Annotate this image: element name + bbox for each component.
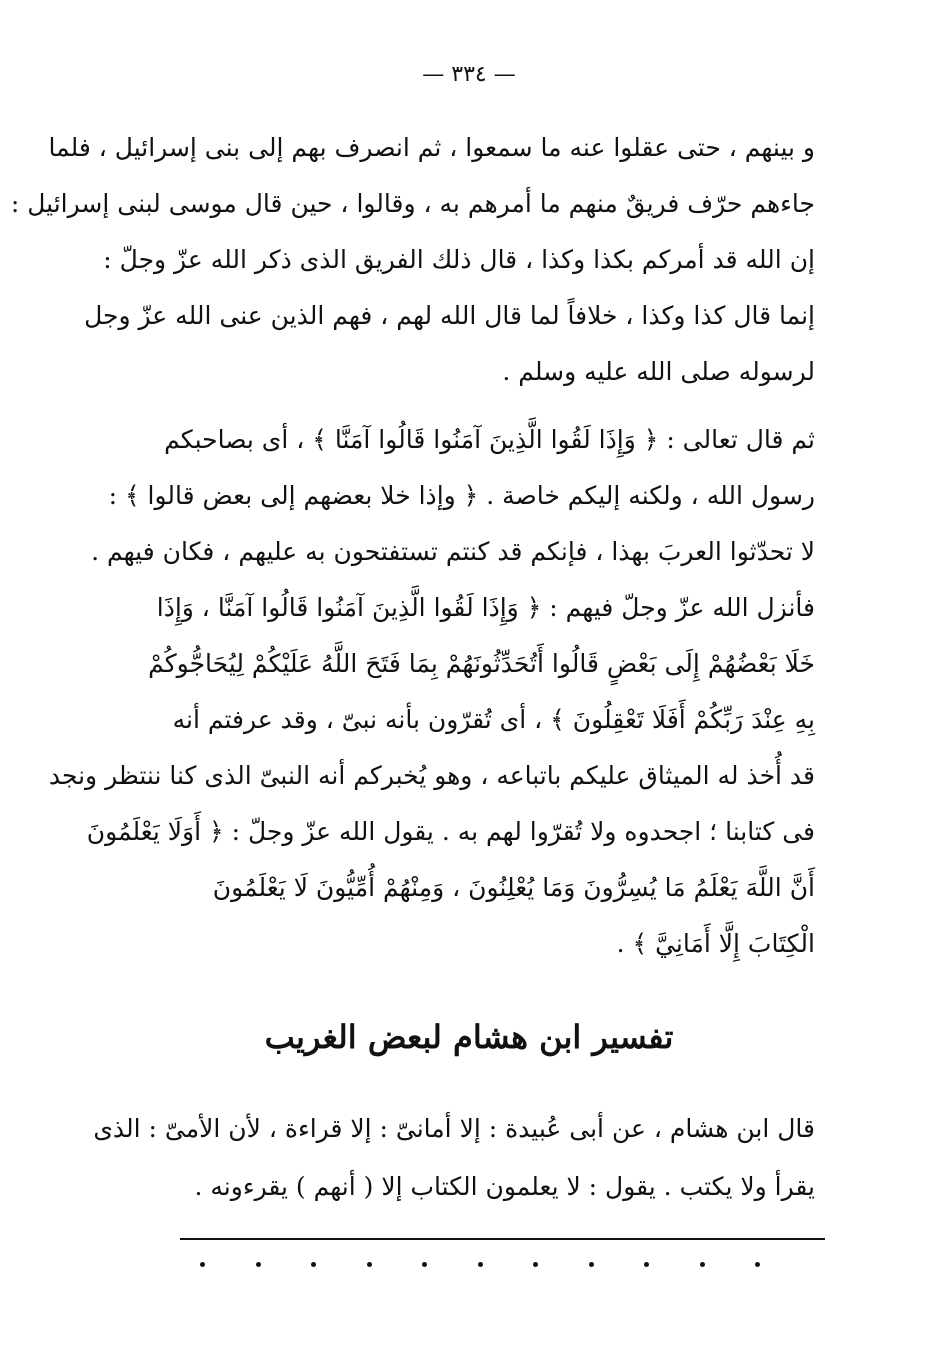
dot-ornament (367, 1262, 372, 1267)
text-line: خَلَا بَعْضُهُمْ إِلَى بَعْضٍ قَالُوا أَتُحَدِّثُونَهُمْ بِمَا فَتَحَ اللَّهُ عَلَيْكُمْ لِيُحَاجُّوكُمْ (148, 649, 815, 678)
text-line: بِهِ عِنْدَ رَبِّكُمْ أَفَلَا تَعْقِلُونَ ﴾ ، أى تُقرّون بأنه نبىّ ، وقد عرفتم أنه (172, 705, 815, 734)
dot-ornament (478, 1262, 483, 1267)
dot-ornament (533, 1262, 538, 1267)
section-heading: تفسير ابن هشام لبعض الغريب (264, 1018, 674, 1056)
paragraph-3 (93, 1100, 815, 1216)
text-line: يقرأ ولا يكتب . يقول : لا يعلمون الكتاب إلا ( أنهم ) يقرءونه . (194, 1172, 815, 1201)
text-line: أَنَّ اللَّهَ يَعْلَمُ مَا يُسِرُّونَ وَمَا يُعْلِنُونَ ، وَمِنْهُمْ أُمِّيُّونَ لَا يَعْلَمُونَ (212, 873, 815, 902)
text-line: إنما قال كذا وكذا ، خلافاً لما قال الله لهم ، فهم الذين عنى الله عزّ وجل (84, 301, 815, 330)
dot-ornament (700, 1262, 705, 1267)
text-line: لرسوله صلى الله عليه وسلم . (502, 357, 815, 386)
dot-ornament (311, 1262, 316, 1267)
dot-ornament (755, 1262, 760, 1267)
dot-ornament (589, 1262, 594, 1267)
text-line: قد أُخذ له الميثاق عليكم باتباعه ، وهو يُخبركم أنه النبىّ الذى كنا ننتظر ونجد (48, 761, 815, 790)
dot-ornament (200, 1262, 205, 1267)
text-line: ثم قال تعالى : ﴿ وَإِذَا لَقُوا الَّذِينَ آمَنُوا قَالُوا آمَنَّا ﴾ ، أى بصاحبكم (164, 425, 815, 454)
dot-ornament (422, 1262, 427, 1267)
dot-ornament (256, 1262, 261, 1267)
horizontal-rule (180, 1238, 825, 1240)
paragraph-1 (10, 120, 815, 400)
text-line: الْكِتَابَ إِلَّا أَمَانِيَّ ﴾ . (616, 929, 815, 958)
dot-ornament (644, 1262, 649, 1267)
text-line: فى كتابنا ؛ اجحدوه ولا تُقرّوا لهم به . يقول الله عزّ وجلّ : ﴿ أَوَلَا يَعْلَمُونَ (86, 817, 815, 846)
text-line: و بينهم ، حتى عقلوا عنه ما سمعوا ، ثم انصرف بهم إلى بنى إسرائيل ، فلما (48, 133, 815, 162)
page-number: — ٣٣٤ — (422, 62, 516, 87)
text-line: إن الله قد أمركم بكذا وكذا ، قال ذلك الفريق الذى ذكر الله عزّ وجلّ : (103, 245, 815, 274)
text-line: فأنزل الله عزّ وجلّ فيهم : ﴿ وَإِذَا لَقُوا الَّذِينَ آمَنُوا قَالُوا آمَنَّا ، وَإِذَا (156, 593, 815, 622)
text-line: لا تحدّثوا العربَ بهذا ، فإنكم قد كنتم تستفتحون به عليهم ، فكان فيهم . (91, 537, 815, 566)
text-line: قال ابن هشام ، عن أبى عُبيدة : إلا أمانىّ : إلا قراءة ، لأن الأمىّ : الذى (93, 1114, 815, 1143)
text-line: جاءهم حرّف فريقٌ منهم ما أمرهم به ، وقالوا ، حين قال موسى لبنى إسرائيل : (10, 189, 815, 218)
text-line: رسول الله ، ولكنه إليكم خاصة . ﴿ وإذا خلا بعضهم إلى بعض قالوا ﴾ : (108, 481, 815, 510)
decorative-dots (200, 1262, 760, 1267)
paragraph-2 (48, 412, 815, 972)
